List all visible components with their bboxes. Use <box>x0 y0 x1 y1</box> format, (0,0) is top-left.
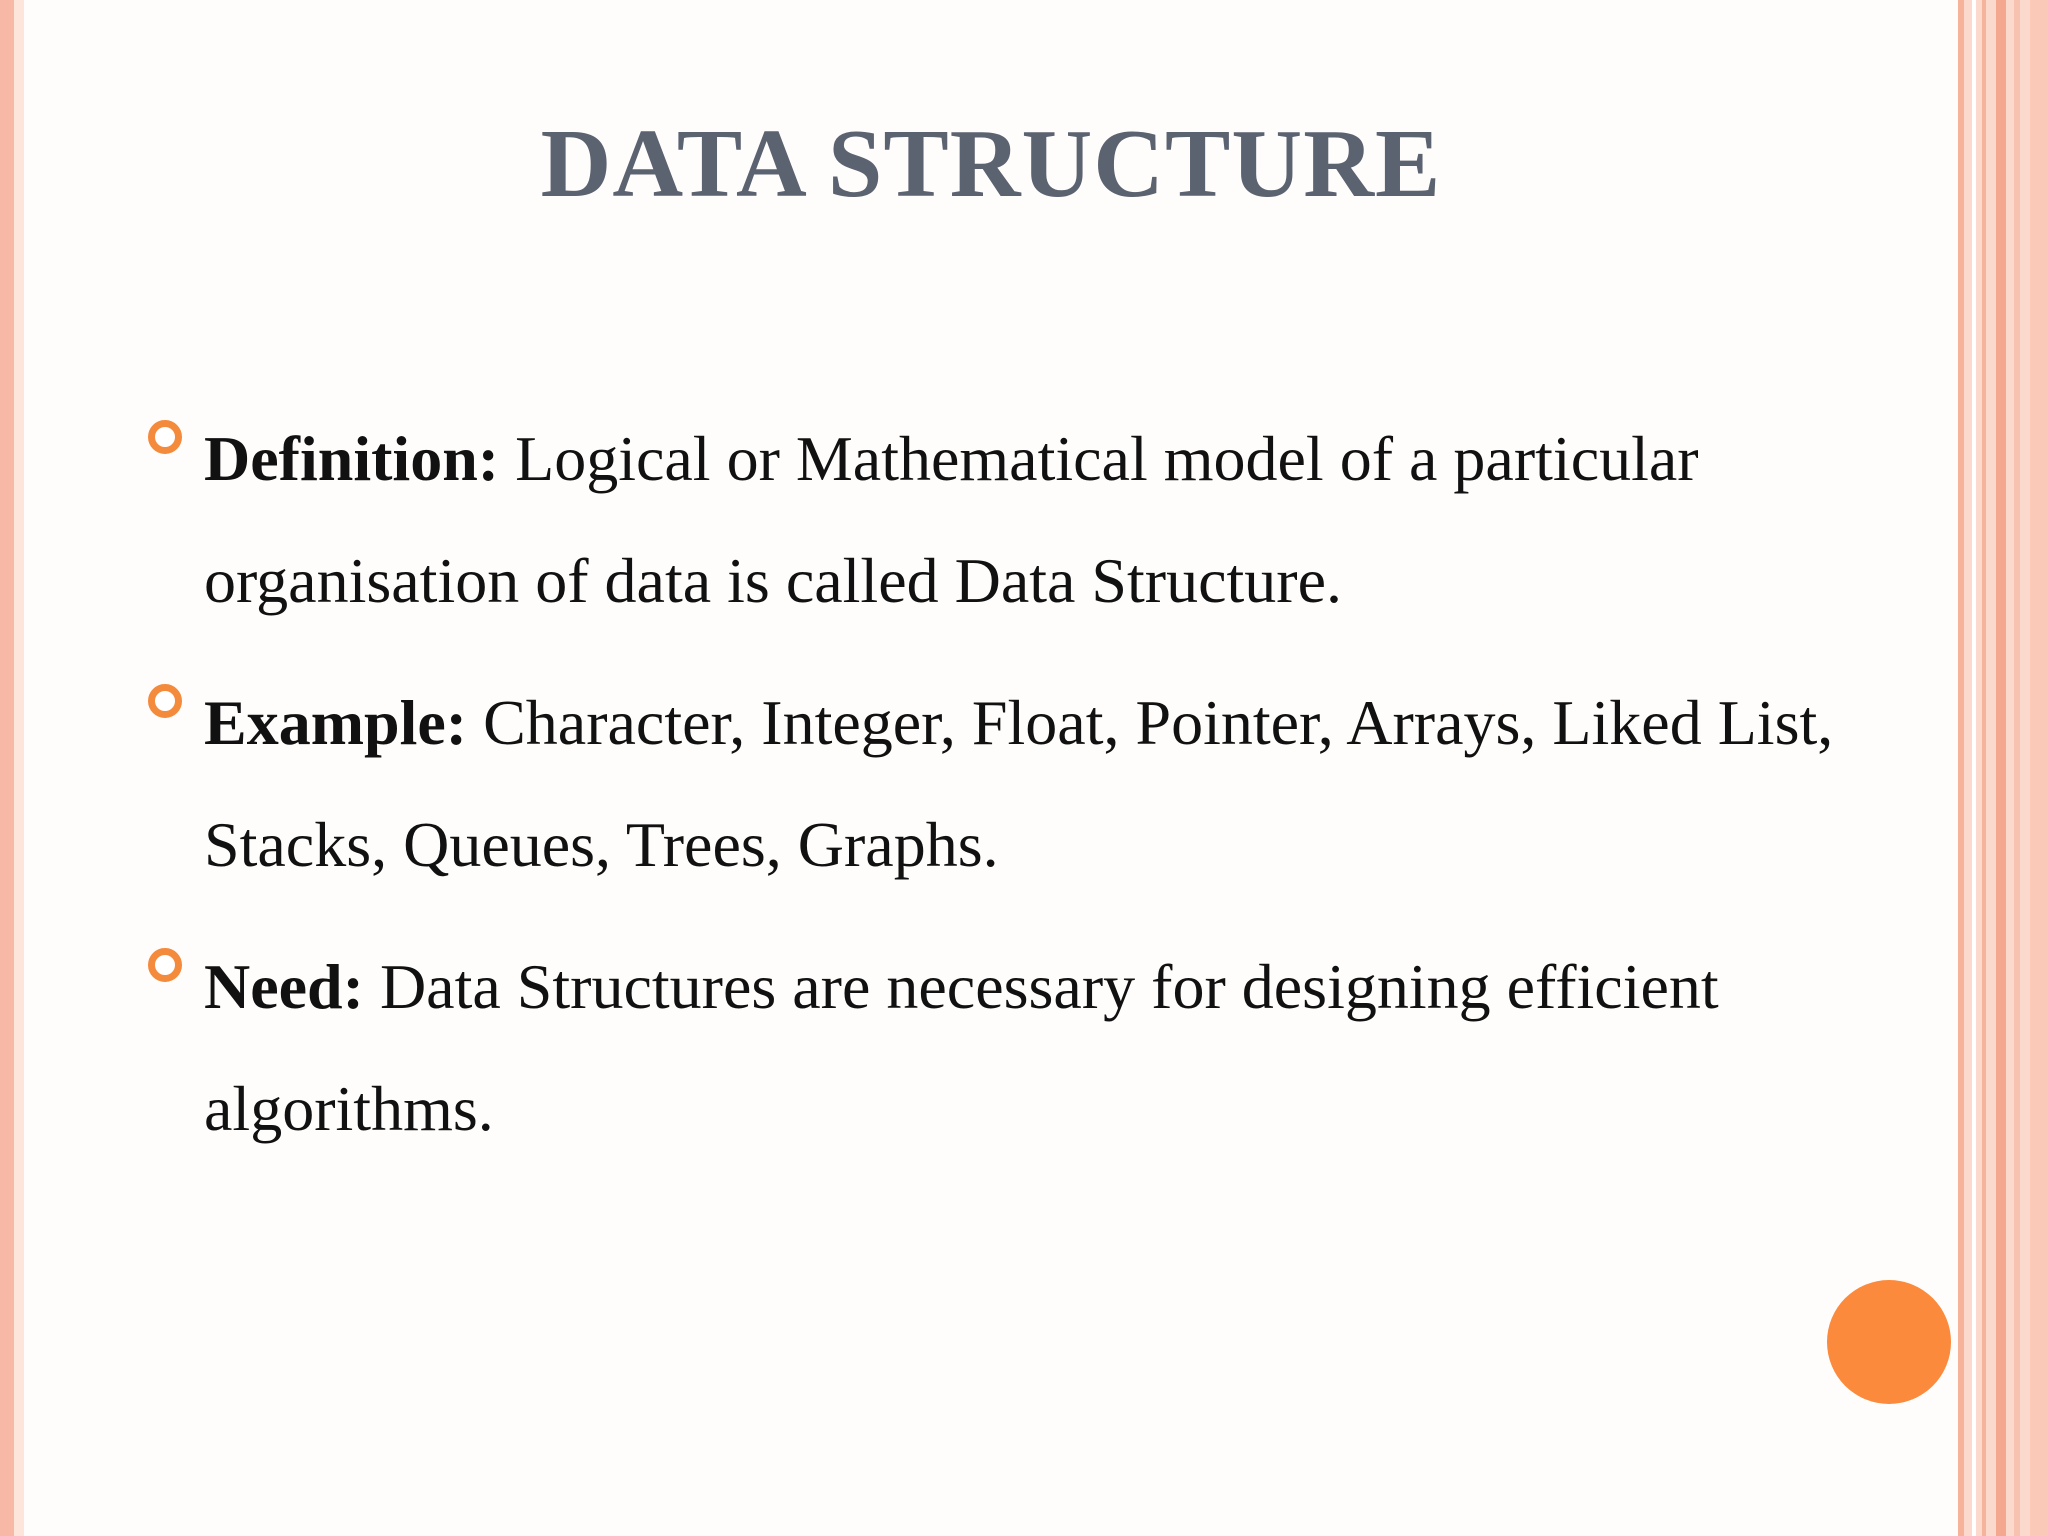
left-border-inner-stripe <box>14 0 24 1536</box>
bullet-item-need <box>140 926 1860 1170</box>
right-border-stripe <box>1996 0 2006 1536</box>
ring-bullet-icon <box>148 948 182 982</box>
slide-title: DATA STRUCTURE <box>540 110 1442 218</box>
bullet-list <box>140 398 1860 1190</box>
bullet-text: Data Structures are necessary for designing efficient algorithms. <box>204 951 1719 1144</box>
bullet-item-definition <box>140 398 1860 642</box>
bullet-term: Example: <box>204 687 468 758</box>
bullet-text: Logical or Mathematical model of a particular organisation of data is called Data Structure. <box>204 423 1699 616</box>
bullet-text: Character, Integer, Float, Pointer, Arrays, Liked List, Stacks, Queues, Trees, Graphs. <box>204 687 1834 880</box>
ring-bullet-icon <box>148 684 182 718</box>
right-border-stripe <box>2014 0 2020 1536</box>
right-border-stripe <box>2030 0 2048 1536</box>
bullet-term: Need: <box>204 951 364 1022</box>
right-border-stripe <box>1972 0 1976 1536</box>
right-border-stripe <box>1958 0 1964 1536</box>
ring-bullet-icon <box>148 420 182 454</box>
bullet-term: Definition: <box>204 423 500 494</box>
bullet-item-example <box>140 662 1860 906</box>
left-border-stripe <box>0 0 14 1536</box>
decorative-orange-circle <box>1827 1280 1951 1404</box>
right-border-stripe <box>1982 0 1986 1536</box>
